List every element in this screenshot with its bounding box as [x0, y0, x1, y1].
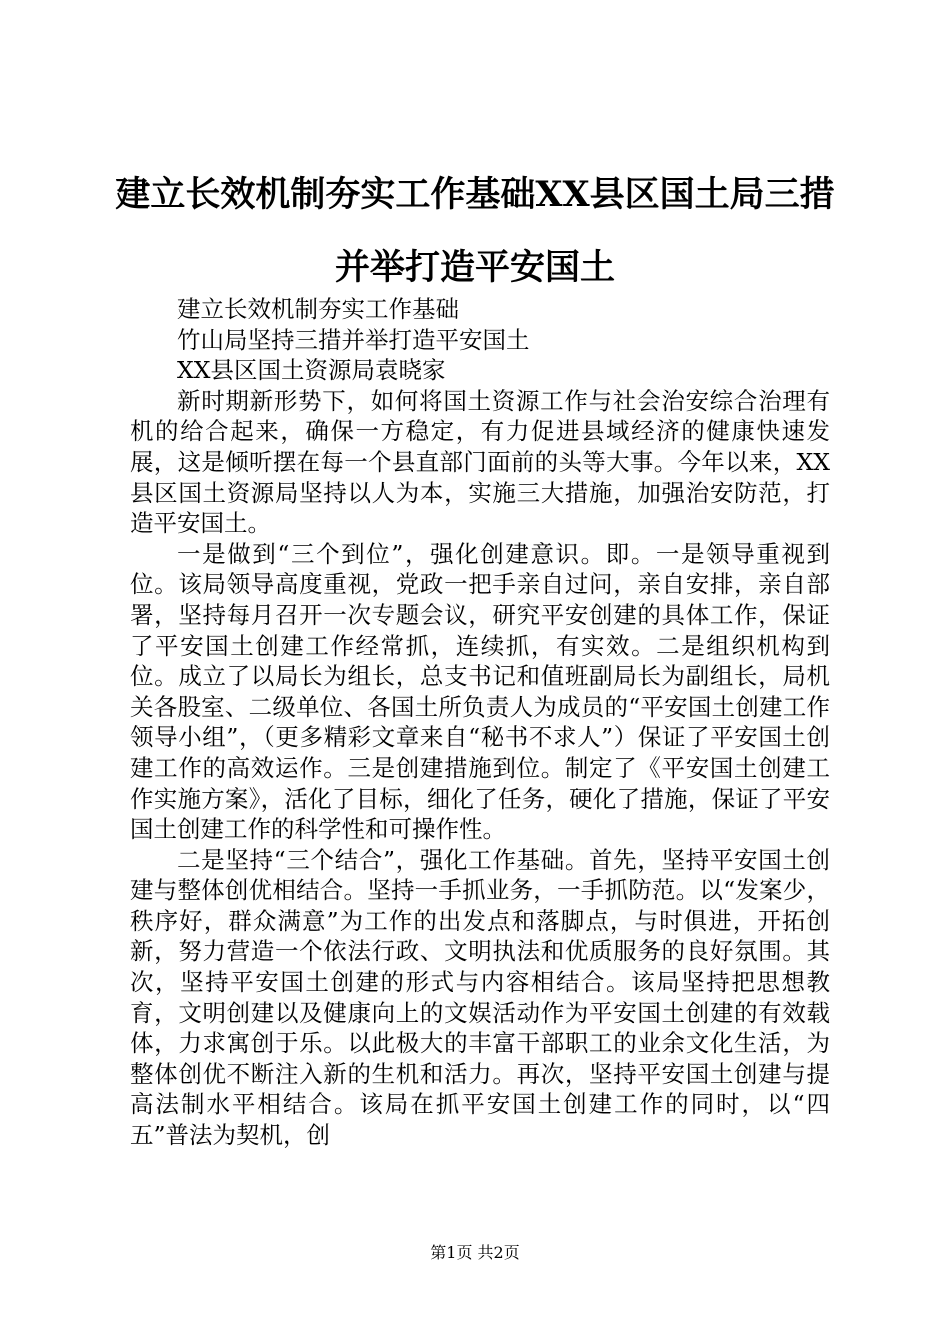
author-line: XX县区国土资源局袁晓家: [177, 356, 446, 385]
page-footer: 第1页 共2页: [430, 1243, 520, 1262]
document-body: [130, 294, 830, 1151]
body-paragraph: 二是坚持“三个结合”，强化工作基础。首先，坚持平安国土创建与整体创优相结合。坚持一手抓业务，一手抓防范。以“发案少，秩序好，群众满意”为工作的出发点和落脚点，与时俱进，开拓创新，努力营造一个依法行政、文明执法和优质服务的良好氛围。其次，坚持平安国土创建的形式与内容相结合。该局坚持把思想教育，文明创建以及健康向上的文娱活动作为平安国土创建的有效载体，力求寓创于乐。以此极大的丰富干部职工的业余文化生活，为整体创优不断注入新的生机和活力。再次，坚持平安国土创建与提高法制水平相结合。该局在抓平安国土创建工作的同时，以“四五”普法为契机，创: [130, 845, 830, 1150]
subtitle-line: 建立长效机制夯实工作基础: [177, 295, 459, 323]
body-paragraph: 一是做到“三个到位”，强化创建意识。即。一是领导重视到位。该局领导高度重视，党政一把手亲自过问，亲自安排，亲自部署，坚持每月召开一次专题会议，研究平安创建的具体工作，保证了平安国土创建工作经常抓，连续抓，有实效。二是组织机构到位。成立了以局长为组长，总支书记和值班副局长为副组长，局机关各股室、二级单位、各国土所负责人为成员的“平安国土创建工作领导小组”，（更多精彩文章来自“秘书不求人”）保证了平安国土创建工作的高效运作。三是创建措施到位。制定了《平安国土创建工作实施方案》，活化了目标，细化了任务，硬化了措施，保证了平安国土创建工作的科学性和可操作性。: [130, 539, 830, 844]
subtitle-line: 竹山局坚持三措并举打造平安国土: [177, 325, 530, 354]
document-title: 建立长效机制夯实工作基础XX县区国土局三措并举打造平安国土: [115, 174, 835, 288]
body-paragraph: 新时期新形势下，如何将国土资源工作与社会治安综合治理有机的给合起来，确保一方稳定，有力促进县域经济的健康快速发展，这是倾听摆在每一个县直部门面前的头等大事。今年以来，XX县区国土资源局坚持以人为本，实施三大措施，加强治安防范，打造平安国土。: [130, 386, 830, 538]
